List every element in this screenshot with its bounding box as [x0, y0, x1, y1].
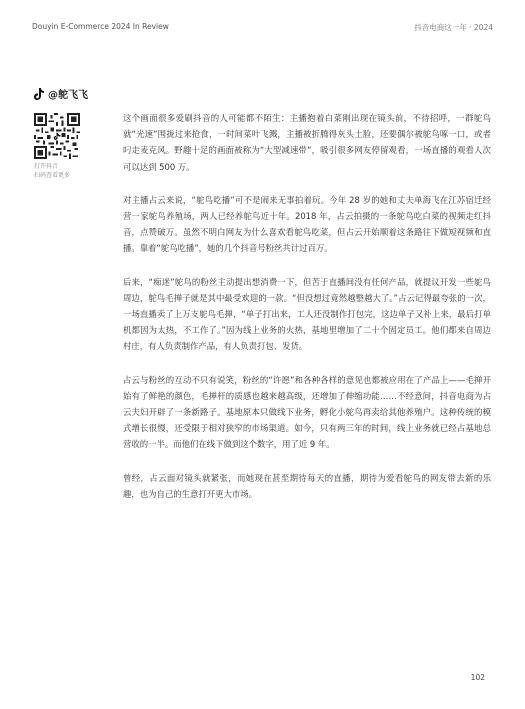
- qr-caption-line-2: 扫码查看更多: [34, 172, 71, 179]
- qr-caption: [34, 162, 70, 180]
- paragraph: 这个画面很多爱刷抖音的人可能都不陌生：主播抱着白菜刚出现在镜头前，不待招呼，一群鸵鸟就“光速”围拢过来抢食，一时间菜叶飞溅，主播被折腾得灰头土脸，还要偶尔被鸵鸟啄一口，或者叼走麦克风。野趣十足的画面被称为“大型减速带”，吸引很多网友停留观看，一场直播的观看人次可以达到 500 万。: [123, 113, 491, 172]
- paragraph: 曾经，占云面对镜头就紧张，而她现在甚至期待每天的直播，期待为爱看鸵鸟的网友带去新的乐趣，也为自己的生意打开更大市场。: [123, 472, 491, 499]
- paragraph: 后来，“痴迷”鸵鸟的粉丝主动提出想消费一下，但苦于直播间没有任何产品，就提议开发一些鸵鸟周边，鸵鸟毛掸子就是其中最受欢迎的一款。“但没想过竟然越整越大了。”占云记得最夸张的一次，一场直播卖了上万支鸵鸟毛掸，“单子打出来，工人还没制作打包完，这边单子又补上来，最后打单机都因为太热，不工作了。”因为线上业务的火热，基地里增加了二十个固定员工。他们都来自周边村庄，有人负责制作产品，有人负责打包、发货。: [123, 276, 491, 352]
- qr-caption-line-1: 打开抖音: [34, 163, 59, 170]
- tiktok-icon: [34, 88, 44, 100]
- author-handle: @鸵飞飞: [48, 90, 88, 101]
- qr-code: [34, 113, 80, 159]
- author-line: [34, 86, 88, 101]
- paragraph: 占云与粉丝的互动不只有说笑，粉丝的“许愿”和各种各样的意见也都被应用在了产品上——毛掸开始有了鲜艳的颜色，毛掸杆的质感也越来越高级，还增加了伸缩功能……不经意间，抖音电商为占云夫妇开辟了一条新路子。基地原本只做线下业务，孵化小鸵鸟再卖给其他养殖户。这种传统的模式增长很慢，还受限于相对狭窄的市场渠道。如今，只有两三年的时间，线上业务就已经占基地总营收的一半。而他们在线下做到这个数字，用了近 9 年。: [123, 374, 491, 450]
- running-header-left: Douyin E-Commerce 2024 In Review: [32, 22, 169, 31]
- page-number: 102: [470, 673, 485, 682]
- running-header-right: 抖音电商这一年 · 2024: [414, 23, 493, 32]
- paragraph: 对主播占云来说，“鸵鸟吃播”可不是闹来无事拍着玩。今年 28 岁的她和丈夫单海飞在江苏宿迁经营一家鸵鸟养殖场，两人已经养鸵鸟近十年。2018 年，占云拍摄的一条鸵鸟吃白菜的视频走红抖音，点赞破万。虽然不明白网友为什么喜欢看鸵鸟吃菜，但占云开始顺着这条路往下做短视频和直播。靠着“鸵鸟吃播”，她的几个抖音号粉丝共计过百万。: [123, 194, 491, 254]
- article-body: [123, 110, 491, 519]
